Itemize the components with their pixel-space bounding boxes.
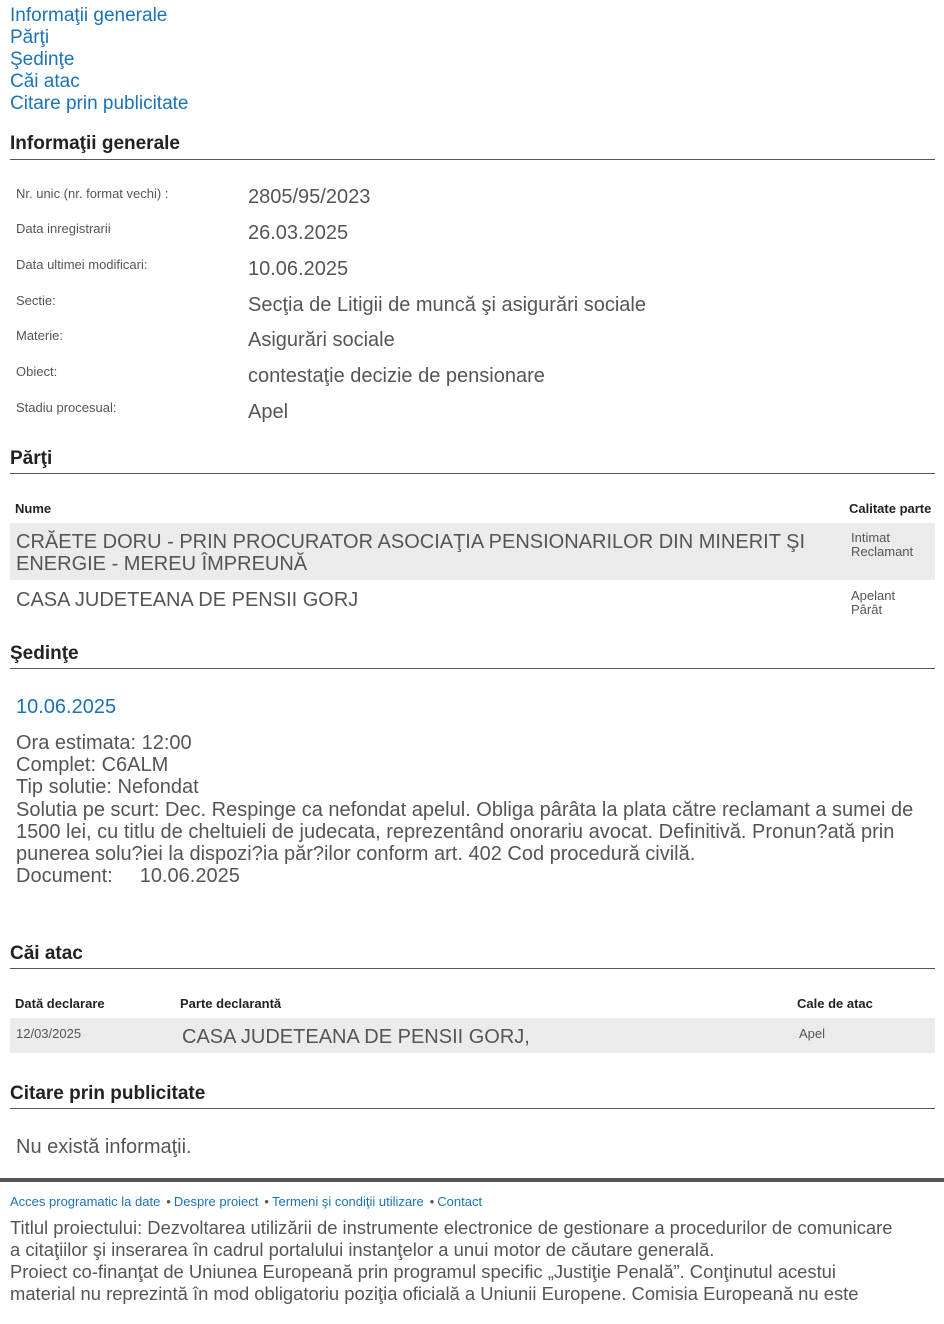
- parti-col-nume: Nume: [15, 501, 52, 516]
- citare-divider: [10, 1108, 935, 1109]
- cai-row-party: CASA JUDETEANA DE PENSII GORJ,: [182, 1026, 530, 1048]
- party-role: Apelant Pârât: [851, 588, 896, 617]
- parti-section-title: Părţi: [10, 448, 53, 469]
- stadiu-label: Stadiu procesual:: [16, 400, 117, 415]
- footer-links: [10, 1193, 482, 1211]
- nav-link-cai-atac[interactable]: Căi atac: [10, 71, 80, 92]
- materie-value: Asigurări sociale: [248, 329, 395, 351]
- sectie-value: Secţia de Litigii de muncă şi asigurări sociale: [248, 294, 646, 316]
- party-name: CASA JUDETEANA DE PENSII GORJ: [16, 589, 359, 611]
- sectie-label: Sectie:: [16, 293, 56, 308]
- citare-section-title: Citare prin publicitate: [10, 1083, 206, 1104]
- ora-estimata: Ora estimata: 12:00: [16, 732, 192, 754]
- footer-bullet: •: [429, 1194, 435, 1209]
- cai-col-cale: Cale de atac: [797, 996, 873, 1011]
- general-divider: [10, 159, 935, 160]
- footer-link-acces-programatic[interactable]: Acces programatic la date: [10, 1194, 161, 1209]
- data-modificari-label: Data ultimei modificari:: [16, 257, 148, 272]
- footer-bullet: •: [166, 1194, 171, 1209]
- obiect-label: Obiect:: [16, 364, 58, 379]
- cai-col-data: Dată declarare: [15, 996, 105, 1011]
- nr-unic-value: 2805/95/2023: [248, 186, 371, 208]
- citare-empty-text: Nu există informaţii.: [16, 1136, 192, 1158]
- cai-atac-divider: [10, 968, 935, 969]
- nav-link-parti[interactable]: Părţi: [10, 27, 50, 48]
- document-date: 10.06.2025: [139, 865, 240, 888]
- tip-solutie: Tip solutie: Nefondat: [16, 776, 199, 799]
- party-name: CRĂETE DORU - PRIN PROCURATOR ASOCIAŢIA PENSIONARILOR DIN MINERIT ŞI ENERGIE - MEREU ÎMPREUNĂ: [16, 531, 806, 575]
- stadiu-value: Apel: [248, 401, 289, 423]
- parti-divider: [10, 473, 935, 474]
- document-label: Document:: [16, 865, 113, 888]
- nr-unic-label: Nr. unic (nr. format vechi) :: [16, 186, 169, 201]
- sedinta-date: 10.06.2025: [16, 696, 117, 718]
- cai-row-type: Apel: [799, 1026, 826, 1041]
- complet: Complet: C6ALM: [16, 754, 169, 777]
- cai-row-date: 12/03/2025: [16, 1026, 82, 1041]
- parti-col-calitate: Calitate parte: [849, 501, 932, 516]
- party-role: Intimat Reclamant: [851, 530, 914, 559]
- footer-bullet: •: [264, 1194, 269, 1209]
- general-section-title: Informaţii generale: [10, 133, 180, 154]
- footer-link-termeni[interactable]: Termeni şi condiţii utilizare: [271, 1194, 424, 1209]
- data-inregistrarii-label: Data inregistrarii: [16, 221, 111, 236]
- solutie-line: 1500 lei, cu titlu de cheltuieli de judecata, reprezentând onorariu avocat. Definitivă. Pronun?ată prin: [16, 820, 895, 843]
- cai-col-parte: Parte declarantă: [180, 996, 282, 1011]
- sedinta-details: [16, 732, 913, 887]
- sedinte-divider: [10, 668, 935, 669]
- materie-label: Materie:: [16, 328, 63, 343]
- nav-link-informatii-generale[interactable]: Informaţii generale: [10, 5, 168, 26]
- footer-project-text: Titlul proiectului: Dezvoltarea utilizării de instrumente electronice de gestionare a procedurilor de comunicare a citaţiilor şi inserarea în cadrul portalului instanţelor a unui motor de căutare generală. Proiect co-finanţat de Uniunea Europeană prin programul specific „Justiţie Penală”. Conţinutul acestui material nu reprezintă în mod obligatoriu poziţia oficială a Uniunii Europene. Comisia Europeană nu este: [10, 1217, 893, 1304]
- footer-link-contact[interactable]: Contact: [437, 1194, 483, 1209]
- solutie-line: punerea solu?iei la dispozi?ia păr?ilor conform art. 402 Cod procedură civilă.: [16, 843, 696, 866]
- nav-link-sedinte[interactable]: Şedinţe: [10, 49, 75, 70]
- document-row: [16, 865, 913, 887]
- footer-top-border: [0, 1178, 944, 1182]
- nav-link-citare-publicitate[interactable]: Citare prin publicitate: [10, 93, 189, 114]
- sedinte-section-title: Şedinţe: [10, 643, 79, 664]
- data-inregistrarii-value: 26.03.2025: [248, 222, 349, 244]
- obiect-value: contestaţie decizie de pensionare: [248, 365, 545, 387]
- footer-link-despre-proiect[interactable]: Despre proiect: [173, 1194, 259, 1209]
- cai-atac-section-title: Căi atac: [10, 943, 83, 964]
- data-modificari-value: 10.06.2025: [248, 258, 349, 280]
- solutie-line: Solutia pe scurt: Dec. Respinge ca nefondat apelul. Obliga pârâta la plata către reclamant a sumei de: [16, 798, 914, 821]
